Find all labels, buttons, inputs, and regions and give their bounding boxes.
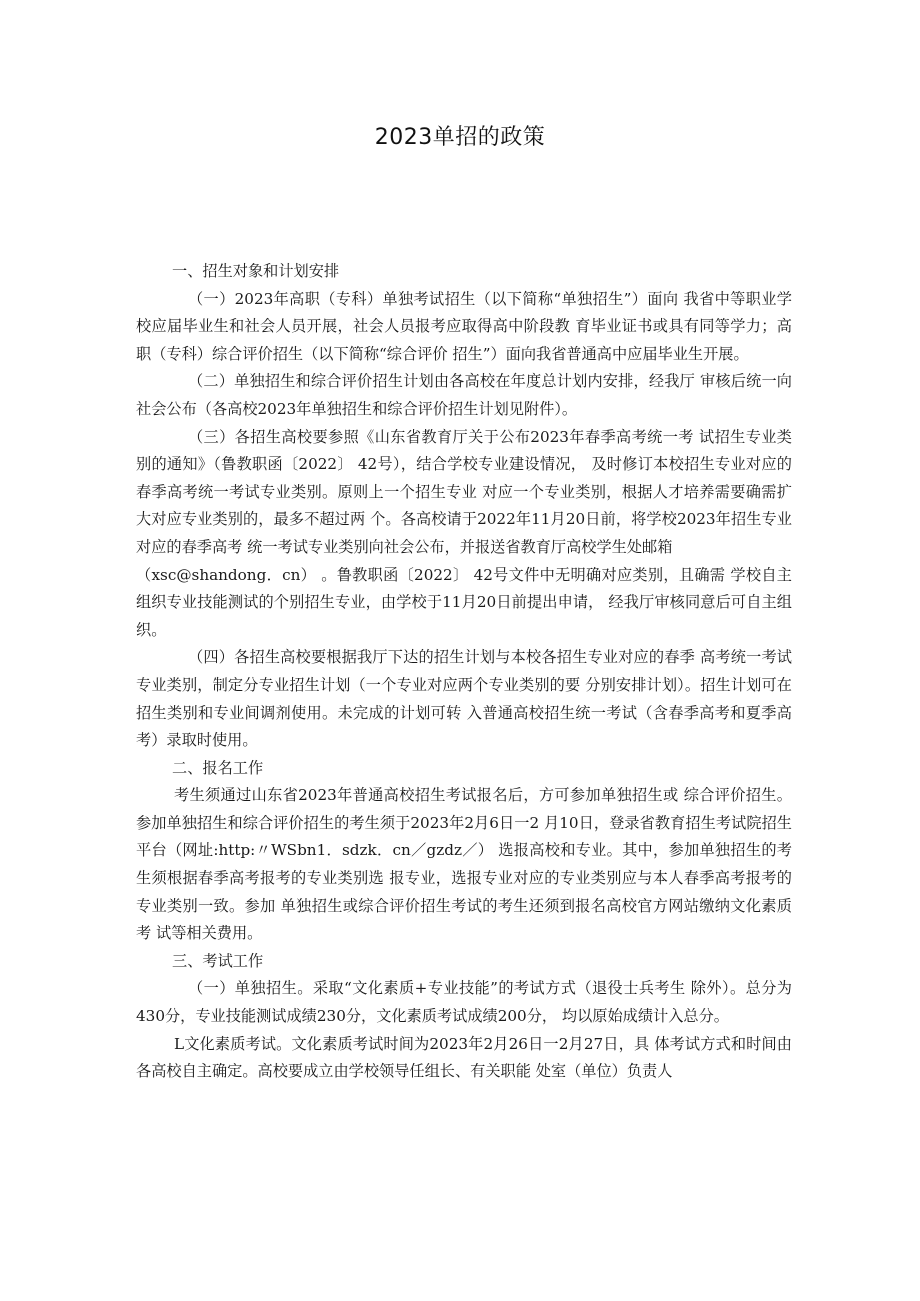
document-body [136, 258, 792, 1086]
section-heading-1: 一、招生对象和计划安排 [172, 262, 340, 280]
paragraph-1-3-continued: （xsc@shandong．cn） 。鲁教职函〔2022〕 42号文件中无明确对应类别，且确需 学校自主组织专业技能测试的个别招生专业，由学校于11月20日前提出申请， 经我厅审核同意后可自主组织。 [136, 565, 792, 639]
paragraph-2-1: 考生须通过山东省2023年普通高校招生考试报名后，方可参加单独招生或 综合评价招生。参加单独招生和综合评价招生的考生须于2023年2月6日一2 月10日，登录省教育招生考试院招生平台（网址:http:〃WSbn1．sdzk．cn／gzdz／） 选报高校和专业。其中，参加单独招生的考生须根据春季高考报考的专业类别选 报专业，选报专业对应的专业类别应与本人春季高考报考的专业类别一致。参加 单独招生或综合评价招生考试的考生还须到报名高校官方网站缴纳文化素质考 试等相关费用。 [136, 786, 792, 943]
paragraph-1-2: （二）单独招生和综合评价招生计划由各高校在年度总计划内安排，经我厅 审核后统一向社会公布（各高校2023年单独招生和综合评价招生计划见附件）。 [136, 372, 792, 418]
section-heading-3: 三、考试工作 [172, 951, 264, 970]
section-heading-2: 二、报名工作 [172, 758, 264, 777]
paragraph-1-1: （一）2023年高职（专科）单独考试招生（以下简称“单独招生”）面向 我省中等职业学校应届毕业生和社会人员开展，社会人员报考应取得高中阶段教 育毕业证书或具有同等学力；高职（专科）综合评价招生（以下简称“综合评价 招生”）面向我省普通高中应届毕业生开展。 [136, 289, 792, 363]
paragraph-3-2: L文化素质考试。文化素质考试时间为2023年2月26日一2月27日，具 体考试方式和时间由各高校自主确定。高校要成立由学校领导任组长、有关职能 处室（单位）负责人 [136, 1034, 792, 1081]
paragraph-3-1: （一）单独招生。采取“文化素质+专业技能”的考试方式（退役士兵考生 除外）。总分为430分，专业技能测试成绩230分，文化素质考试成绩200分， 均以原始成绩计入总分。 [136, 979, 792, 1026]
paragraph-1-3: （三）各招生高校要参照《山东省教育厅关于公布2023年春季高考统一考 试招生专业类别的通知》（鲁教职函〔2022〕 42号），结合学校专业建设情况， 及时修订本校招生专业对应的春季高考统一考试专业类别。原则上一个招生专业 对应一个专业类别，根据人才培养需要确需扩大对应专业类别的，最多不超过两 个。各高校请于2022年11月20日前，将学校2023年招生专业对应的春季高考 统一考试专业类别向社会公布，并报送省教育厅高校学生处邮箱 [136, 427, 792, 556]
document-title: 2023单招的政策 [374, 125, 546, 150]
paragraph-1-4: （四）各招生高校要根据我厅下达的招生计划与本校各招生专业对应的春季 高考统一考试专业类别，制定分专业招生计划（一个专业对应两个专业类别的要 分别安排计划）。招生计划可在招生类别和专业间调剂使用。未完成的计划可转 入普通高校招生统一考试（含春季高考和夏季高考）录取时使用。 [136, 648, 792, 750]
